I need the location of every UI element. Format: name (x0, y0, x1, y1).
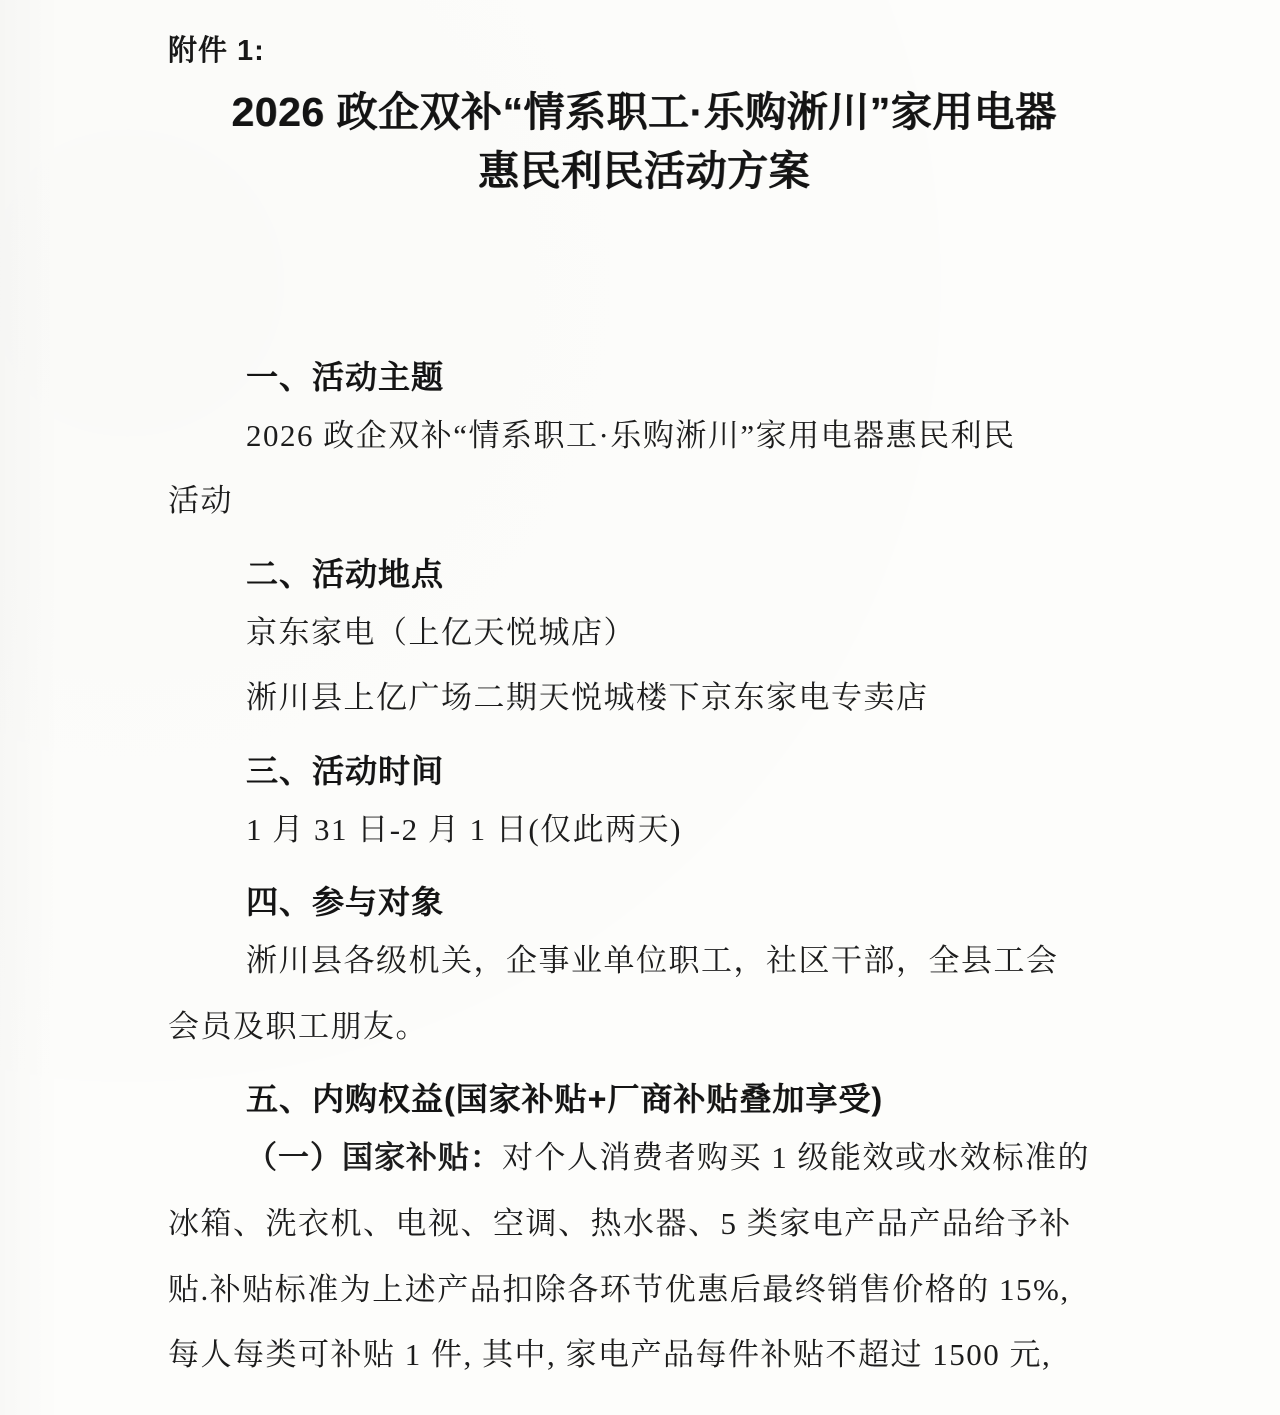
section-4-body-line-1: 淅川县各级机关，企事业单位职工，社区干部，全县工会 (246, 943, 1059, 979)
title-line-1: 2026 政企双补“情系职工·乐购淅川”家用电器 (231, 89, 1057, 135)
section-heading-3: 三、活动时间 (246, 752, 445, 789)
section-4-body-line-2: 会员及职工朋友。 (168, 1008, 428, 1044)
subsidy-item-line-2: 冰箱、洗衣机、电视、空调、热水器、5 类家电产品产品给予补 (168, 1206, 1072, 1241)
subsidy-item-line-1 (168, 1128, 1140, 1188)
section-3-body-line-1: 1 月 31 日-2 月 1 日(仅此两天) (246, 811, 682, 847)
section-heading-5: 五、内购权益(国家补贴+厂商补贴叠加享受) (246, 1081, 884, 1118)
subsidy-item-text-1: 对个人消费者购买 1 级能效或水效标准的 (502, 1140, 1090, 1176)
spacer (168, 1062, 1140, 1074)
section-1-body-line-2: 活动 (168, 483, 233, 519)
subsidy-item-line-4: 每人每类可补贴 1 件, 其中, 家电产品每件补贴不超过 1500 元, (168, 1337, 1052, 1373)
subsidy-item-line-3: 贴.补贴标准为上述产品扣除各环节优惠后最终销售价格的 15%, (168, 1271, 1070, 1307)
section-2-body-line-1: 京东家电（上亿天悦城店） (246, 614, 636, 650)
subsidy-item-label: （一）国家补贴： (246, 1140, 502, 1176)
spacer (168, 537, 1140, 549)
section-2-body-line-2: 淅川县上亿广场二期天悦城楼下京东家电专卖店 (246, 680, 929, 716)
section-1-body-line-1: 2026 政企双补“情系职工·乐购淅川”家用电器惠民利民 (246, 417, 1016, 453)
section-heading-4: 四、参与对象 (246, 884, 445, 921)
document-content (168, 28, 1140, 1391)
section-heading-2: 二、活动地点 (246, 555, 445, 592)
spacer (168, 734, 1140, 746)
attachment-label: 附件 1: (168, 35, 265, 67)
spacer (168, 865, 1140, 877)
title-line-2: 惠民利民活动方案 (478, 148, 810, 195)
page-title (168, 83, 1140, 202)
title-spacer (168, 202, 1140, 352)
section-heading-1: 一、活动主题 (246, 358, 445, 395)
